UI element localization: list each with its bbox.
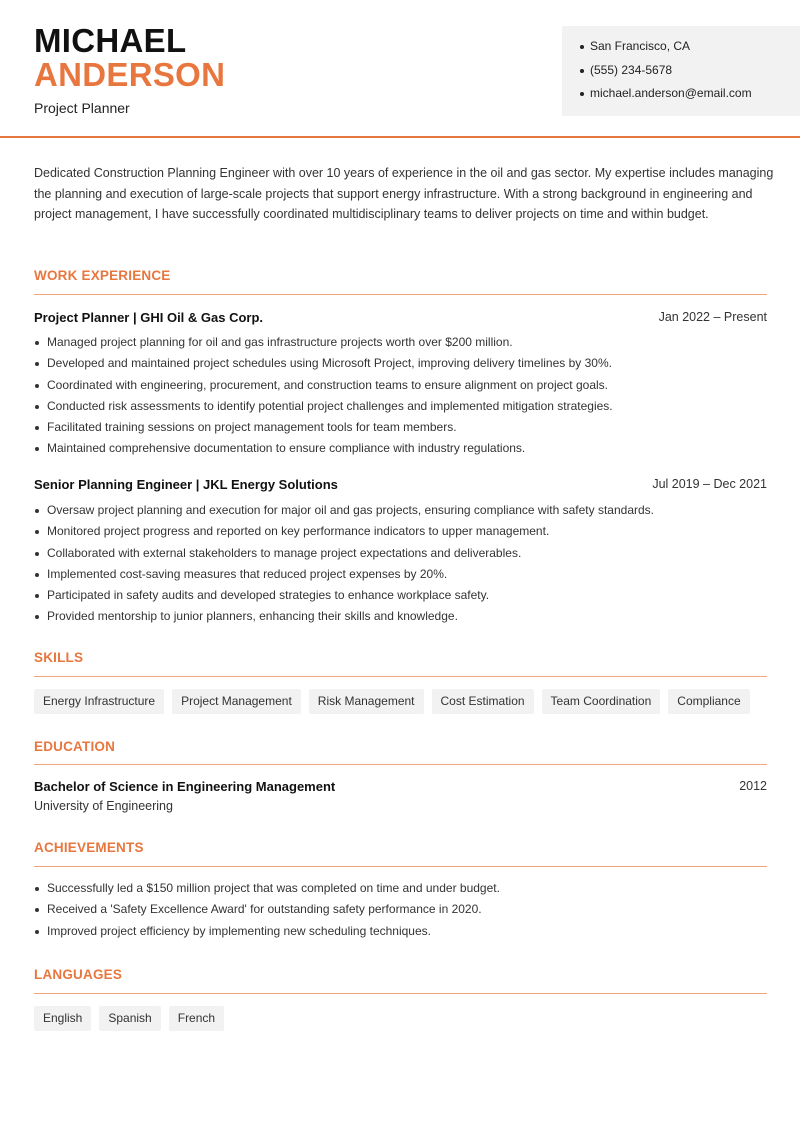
list-item: Provided mentorship to junior planners, enhancing their skills and knowledge. (34, 609, 774, 630)
contact-email: michael.anderson@email.com (580, 86, 782, 110)
section-divider (34, 993, 767, 994)
job-bullet-list (34, 335, 774, 463)
section-divider (34, 866, 767, 867)
list-item: Oversaw project planning and execution for major oil and gas projects, ensuring compliance with safety standards. (34, 503, 774, 524)
list-item: Coordinated with engineering, procurement, and construction teams to ensure alignment on project goals. (34, 378, 774, 399)
skill-tag: Compliance (668, 689, 749, 714)
education-degree: Bachelor of Science in Engineering Management (34, 779, 336, 794)
job-header (34, 477, 767, 492)
list-item: Developed and maintained project schedules using Microsoft Project, improving delivery timelines by 30%. (34, 356, 774, 377)
skill-tag: Team Coordination (542, 689, 661, 714)
language-tag: English (34, 1006, 91, 1031)
list-item: Improved project efficiency by implementing new scheduling techniques. (34, 924, 774, 945)
section-title-work-experience: WORK EXPERIENCE (34, 268, 171, 283)
list-item: Received a 'Safety Excellence Award' for outstanding safety performance in 2020. (34, 902, 774, 923)
list-item: Maintained comprehensive documentation to ensure compliance with industry regulations. (34, 441, 774, 462)
list-item: Implemented cost-saving measures that reduced project expenses by 20%. (34, 567, 774, 588)
skill-tag: Project Management (172, 689, 301, 714)
language-tag: Spanish (99, 1006, 160, 1031)
section-title-achievements: ACHIEVEMENTS (34, 840, 144, 855)
list-item: Successfully led a $150 million project that was completed on time and under budget. (34, 881, 774, 902)
skill-tag: Energy Infrastructure (34, 689, 164, 714)
contact-phone: (555) 234-5678 (580, 63, 782, 87)
job-dates: Jan 2022 – Present (658, 310, 767, 324)
section-title-languages: LANGUAGES (34, 967, 123, 982)
job-title: Project Planner (34, 100, 130, 116)
section-divider (34, 294, 767, 295)
last-name: ANDERSON (34, 56, 226, 93)
skill-tag: Cost Estimation (432, 689, 534, 714)
job-header (34, 310, 767, 325)
achievements-list (34, 881, 774, 945)
list-item: Monitored project progress and reported on key performance indicators to upper management. (34, 524, 774, 545)
contact-location: San Francisco, CA (580, 39, 782, 63)
list-item: Participated in safety audits and developed strategies to enhance workplace safety. (34, 588, 774, 609)
list-item: Conducted risk assessments to identify potential project challenges and implemented mitigation strategies. (34, 399, 774, 420)
list-item: Collaborated with external stakeholders to manage project expectations and deliverables. (34, 546, 774, 567)
section-divider (34, 676, 767, 677)
job-dates: Jul 2019 – Dec 2021 (652, 477, 767, 491)
section-divider (34, 764, 767, 765)
languages-tags (34, 1006, 224, 1031)
resume-header (0, 0, 800, 138)
list-item: Managed project planning for oil and gas infrastructure projects worth over $200 million. (34, 335, 774, 356)
job-bullet-list (34, 503, 774, 631)
contact-box (562, 26, 800, 116)
section-title-skills: SKILLS (34, 650, 84, 665)
section-title-education: EDUCATION (34, 739, 116, 754)
language-tag: French (169, 1006, 224, 1031)
job-role: Project Planner | GHI Oil & Gas Corp. (34, 310, 264, 325)
summary: Dedicated Construction Planning Engineer with over 10 years of experience in the oil and gas sector. My expertise includes managing the planning and execution of large-scale projects that support energy infrastructure. With a strong background in engineering and project management, I have successfully coordinated multidisciplinary teams to deliver projects on time and within budget. (34, 166, 774, 222)
job-role: Senior Planning Engineer | JKL Energy Solutions (34, 477, 338, 492)
education-year: 2012 (739, 779, 767, 793)
skill-tag: Risk Management (309, 689, 424, 714)
first-name: MICHAEL (34, 22, 187, 59)
education-school: University of Engineering (34, 799, 173, 813)
list-item: Facilitated training sessions on project management tools for team members. (34, 420, 774, 441)
skills-tags (34, 689, 750, 714)
